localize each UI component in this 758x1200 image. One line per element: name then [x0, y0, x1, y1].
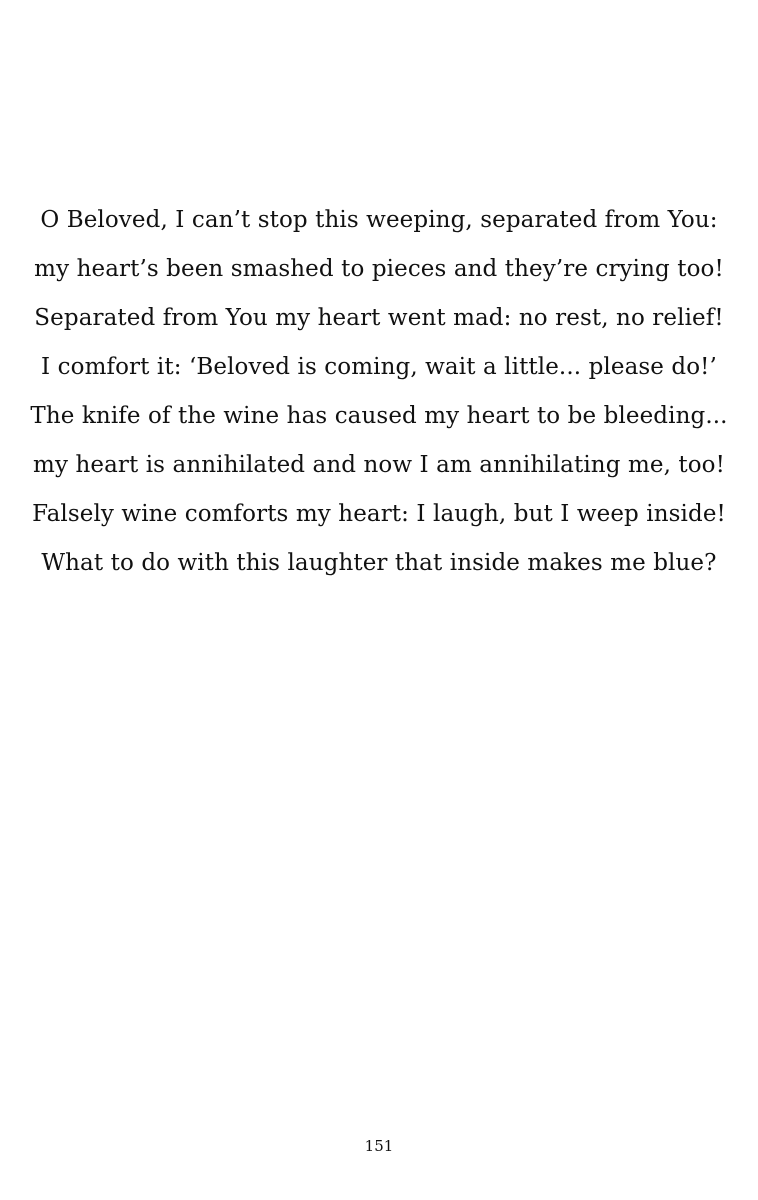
poem-line-1: O Beloved, I can’t stop this weeping, separated from You:	[40, 207, 718, 233]
poem-line-6: my heart is annihilated and now I am annihilating me, too!	[33, 452, 725, 478]
poem-line-7: Falsely wine comforts my heart: I laugh, but I weep inside!	[32, 501, 726, 527]
poem-line-8: What to do with this laughter that inside makes me blue?	[41, 550, 717, 576]
poem-line-5: The knife of the wine has caused my heart to be bleeding...	[30, 403, 728, 429]
poem-line-4: I comfort it: ‘Beloved is coming, wait a little... please do!’	[41, 354, 717, 380]
poem-stanza	[0, 196, 758, 588]
poem-line-3: Separated from You my heart went mad: no rest, no relief!	[34, 305, 724, 331]
page-number: 151	[364, 1137, 394, 1155]
poem-line-2: my heart’s been smashed to pieces and they’re crying too!	[34, 256, 724, 282]
